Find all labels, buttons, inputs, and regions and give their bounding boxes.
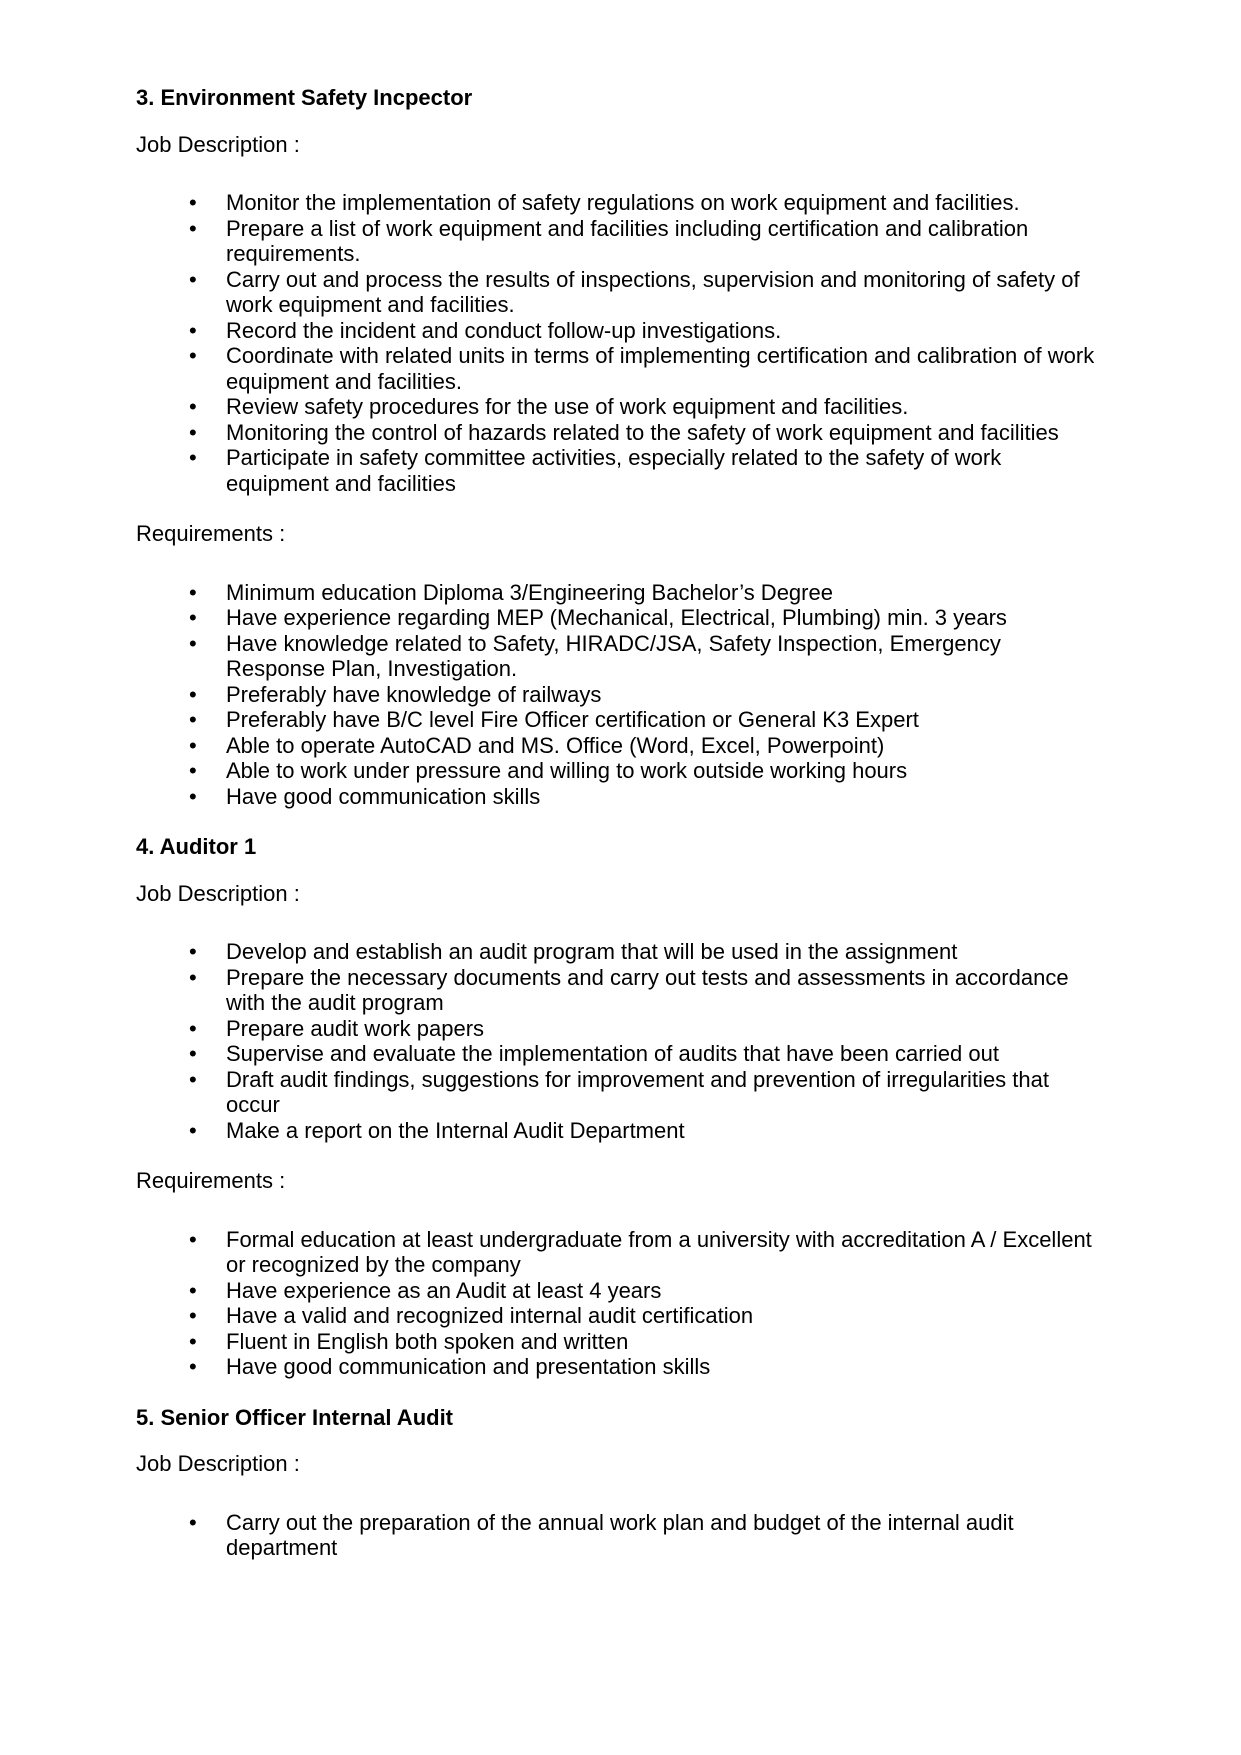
list-item-text: Minimum education Diploma 3/Engineering Bachelor’s Degree bbox=[226, 579, 833, 605]
list-item-text: Participate in safety committee activities, especially related to the safety of work equipment and facilities bbox=[226, 445, 1002, 496]
block-label: Job Description : bbox=[136, 880, 300, 906]
bullet-icon: • bbox=[189, 1041, 197, 1066]
bullet-icon: • bbox=[189, 1277, 197, 1303]
list-item-text: Able to work under pressure and willing to work outside working hours bbox=[226, 758, 908, 783]
list-item bbox=[189, 394, 1106, 420]
bullet-icon: • bbox=[189, 1117, 197, 1143]
block-label: Job Description : bbox=[136, 1451, 300, 1476]
list-item-text: Have good communication and presentation skills bbox=[226, 1354, 711, 1379]
bullet-icon: • bbox=[189, 732, 197, 758]
block-label: Requirements : bbox=[136, 521, 286, 546]
list-item bbox=[189, 445, 1106, 496]
list-item bbox=[189, 681, 1106, 708]
bullet-icon: • bbox=[189, 190, 197, 215]
list-item bbox=[189, 317, 1106, 344]
list-item bbox=[189, 1041, 1106, 1067]
list-item-text: Carry out and process the results of inspections, supervision and monitoring of safety of work equipment and facilities. bbox=[226, 266, 1080, 317]
list-item-text: Able to operate AutoCAD and MS. Office (Word, Excel, Powerpoint) bbox=[226, 732, 885, 758]
bullet-icon: • bbox=[189, 1328, 197, 1354]
bullet-icon: • bbox=[189, 1509, 197, 1535]
list-item bbox=[189, 190, 1106, 216]
list-item bbox=[189, 215, 1106, 267]
list-item-text: Record the incident and conduct follow-up investigations. bbox=[226, 317, 782, 343]
list-item bbox=[189, 579, 1106, 606]
bullet-icon: • bbox=[189, 445, 197, 470]
block-label: Requirements : bbox=[136, 1168, 286, 1193]
list-item bbox=[189, 964, 1106, 1016]
list-item bbox=[189, 1328, 1106, 1355]
list-item bbox=[189, 1226, 1106, 1278]
list-item bbox=[189, 758, 1106, 784]
bullet-icon: • bbox=[189, 1066, 197, 1092]
section-heading: 3. Environment Safety Incpector bbox=[136, 85, 473, 110]
bullet-icon: • bbox=[189, 317, 197, 343]
list-item-text: Make a report on the Internal Audit Department bbox=[226, 1117, 685, 1143]
bullet-icon: • bbox=[189, 266, 197, 292]
bullet-icon: • bbox=[189, 630, 197, 656]
list-item-text: Draft audit findings, suggestions for improvement and prevention of irregularities that occur bbox=[226, 1066, 1049, 1117]
list-item-text: Monitor the implementation of safety regulations on work equipment and facilities. bbox=[226, 190, 1020, 215]
bullet-icon: • bbox=[189, 394, 197, 419]
bullet-icon: • bbox=[189, 343, 197, 368]
bullet-icon: • bbox=[189, 1226, 197, 1252]
bullet-icon: • bbox=[189, 783, 197, 809]
list-item-text: Have experience as an Audit at least 4 years bbox=[226, 1277, 662, 1303]
section-heading: 4. Auditor 1 bbox=[136, 834, 257, 859]
bullet-icon: • bbox=[189, 707, 197, 732]
block-label: Job Description : bbox=[136, 131, 300, 157]
list-item bbox=[189, 783, 1106, 810]
bullet-list bbox=[136, 1227, 1106, 1380]
list-item-text: Prepare a list of work equipment and facilities including certification and calibration requirements. bbox=[226, 215, 1029, 266]
list-item-text: Monitoring the control of hazards related to the safety of work equipment and facilities bbox=[226, 419, 1059, 445]
bullet-list bbox=[136, 190, 1106, 496]
list-item-text: Preferably have knowledge of railways bbox=[226, 681, 602, 707]
bullet-icon: • bbox=[189, 964, 197, 990]
list-item bbox=[189, 605, 1106, 631]
bullet-icon: • bbox=[189, 419, 197, 445]
bullet-list bbox=[136, 1510, 1106, 1561]
list-item bbox=[189, 1066, 1106, 1118]
list-item bbox=[189, 732, 1106, 759]
list-item-text: Supervise and evaluate the implementation of audits that have been carried out bbox=[226, 1041, 999, 1066]
list-item bbox=[189, 1354, 1106, 1380]
list-item-text: Have experience regarding MEP (Mechanical, Electrical, Plumbing) min. 3 years bbox=[226, 605, 1007, 630]
list-item-text: Fluent in English both spoken and written bbox=[226, 1328, 629, 1354]
bullet-icon: • bbox=[189, 939, 197, 964]
bullet-list bbox=[136, 939, 1106, 1143]
bullet-icon: • bbox=[189, 1015, 197, 1041]
list-item bbox=[189, 630, 1106, 682]
list-item-text: Have knowledge related to Safety, HIRADC/JSA, Safety Inspection, Emergency Response Plan, Investigation. bbox=[226, 630, 1001, 681]
list-item-text: Have a valid and recognized internal audit certification bbox=[226, 1303, 754, 1328]
list-item bbox=[189, 1303, 1106, 1329]
list-item bbox=[189, 1509, 1106, 1561]
list-item bbox=[189, 707, 1106, 733]
bullet-list bbox=[136, 580, 1106, 810]
bullet-icon: • bbox=[189, 605, 197, 630]
list-item bbox=[189, 1277, 1106, 1304]
list-item-text: Prepare the necessary documents and carry out tests and assessments in accordance with the audit program bbox=[226, 964, 1069, 1015]
list-item-text: Formal education at least undergraduate from a university with accreditation A / Excellent or recognized by the company bbox=[226, 1226, 1092, 1277]
bullet-icon: • bbox=[189, 1303, 197, 1328]
bullet-icon: • bbox=[189, 681, 197, 707]
list-item bbox=[189, 266, 1106, 318]
list-item bbox=[189, 1117, 1106, 1144]
list-item bbox=[189, 1015, 1106, 1042]
list-item-text: Coordinate with related units in terms of implementing certification and calibration of work equipment and facilities. bbox=[226, 343, 1095, 394]
section-heading: 5. Senior Officer Internal Audit bbox=[136, 1404, 454, 1430]
list-item-text: Have good communication skills bbox=[226, 783, 541, 809]
list-item bbox=[189, 419, 1106, 446]
list-item bbox=[189, 939, 1106, 965]
bullet-icon: • bbox=[189, 1354, 197, 1379]
list-item-text: Preferably have B/C level Fire Officer certification or General K3 Expert bbox=[226, 707, 919, 732]
bullet-icon: • bbox=[189, 758, 197, 783]
bullet-icon: • bbox=[189, 215, 197, 241]
list-item-text: Prepare audit work papers bbox=[226, 1015, 485, 1041]
list-item-text: Review safety procedures for the use of work equipment and facilities. bbox=[226, 394, 909, 419]
bullet-icon: • bbox=[189, 579, 197, 605]
list-item bbox=[189, 343, 1106, 394]
list-item-text: Carry out the preparation of the annual work plan and budget of the internal audit department bbox=[226, 1509, 1014, 1560]
list-item-text: Develop and establish an audit program that will be used in the assignment bbox=[226, 939, 958, 964]
